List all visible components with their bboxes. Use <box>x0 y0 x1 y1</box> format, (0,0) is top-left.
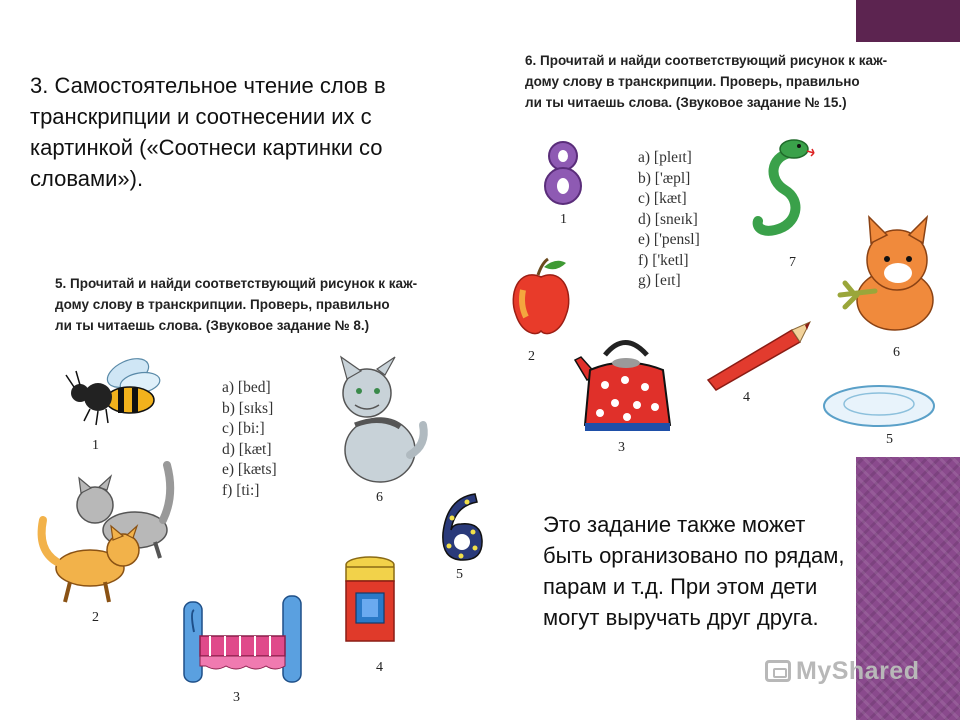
transcription-item: a) [pleɪt] <box>638 149 692 166</box>
main-text-line: картинкой («Соотнеси картинки со <box>30 135 383 160</box>
exercise6-header-line: дому слову в транскрипции. Проверь, правильно <box>525 74 860 89</box>
transcription-item: c) [kæt] <box>638 190 687 207</box>
bed-picture <box>180 592 305 684</box>
main-text-line: словами»). <box>30 166 144 191</box>
number-eight-picture <box>538 138 588 208</box>
note-text-line: быть организовано по рядам, <box>543 543 845 568</box>
cat-picture <box>835 215 945 335</box>
exercise5-header-line: ли ты читаешь слова. (Звуковое задание № 8.) <box>55 318 370 333</box>
picture-number: 3 <box>618 440 625 455</box>
number-six-picture <box>437 488 485 563</box>
picture-number: 5 <box>886 432 893 447</box>
transcription-item: e) [kæts] <box>222 461 277 478</box>
transcription-item: b) [sɪks] <box>222 399 274 417</box>
pencil-picture <box>700 318 815 388</box>
note-text <box>543 509 923 633</box>
picture-number: 4 <box>743 390 750 405</box>
bee-picture <box>60 355 170 430</box>
transcription-item: g) [eɪt] <box>638 272 681 289</box>
watermark-text: MyShared <box>796 657 920 685</box>
watermark <box>765 657 919 686</box>
exercise5-header-line: дому слову в транскрипции. Проверь, правильно <box>55 297 390 312</box>
exercise6-header-line: ли ты читаешь слова. (Звуковое задание № 15.) <box>525 95 847 110</box>
snake-picture <box>750 135 815 245</box>
cat-sitting-picture <box>325 355 430 485</box>
cats-picture <box>35 460 180 605</box>
picture-number: 2 <box>92 610 99 625</box>
picture-number: 5 <box>456 567 463 582</box>
main-text <box>30 70 490 194</box>
main-text-line: 3. Самостоятельное чтение слов в <box>30 73 386 98</box>
transcription-item: f) ['ketl] <box>638 251 689 269</box>
note-text-line: Это задание также может <box>543 512 806 537</box>
transcription-item: f) [ti:] <box>222 481 260 499</box>
exercise6-transcriptions <box>638 148 700 292</box>
main-text-line: транскрипции и соотнесении их с <box>30 104 372 129</box>
picture-number: 1 <box>560 212 567 227</box>
picture-number: 3 <box>233 690 240 705</box>
transcription-item: e) ['pensl] <box>638 231 700 248</box>
picture-number: 6 <box>376 490 383 505</box>
exercise5-header-line: 5. Прочитай и найди соответствующий рисунок к каж- <box>55 276 418 291</box>
transcription-item: a) [bed] <box>222 379 271 396</box>
kettle-picture <box>575 325 680 435</box>
note-text-line: парам и т.д. При этом дети <box>543 574 818 599</box>
note-text-line: могут выручать друг друга. <box>543 605 819 630</box>
picture-number: 4 <box>376 660 383 675</box>
picture-number: 7 <box>789 255 796 270</box>
watermark-logo-icon <box>765 660 791 682</box>
tea-box-picture <box>340 555 400 645</box>
transcription-item: c) [bi:] <box>222 420 265 437</box>
decorative-top-bar <box>856 0 960 42</box>
transcription-item: d) [kæt] <box>222 440 272 458</box>
exercise5-transcriptions <box>222 378 277 501</box>
picture-number: 1 <box>92 438 99 453</box>
transcription-item: d) [sneɪk] <box>638 210 698 228</box>
exercise5-header <box>55 273 500 336</box>
plate-picture <box>822 384 937 429</box>
exercise6-header-line: 6. Прочитай и найди соответствующий рисунок к каж- <box>525 53 888 68</box>
transcription-item: b) ['æpl] <box>638 169 691 187</box>
picture-number: 2 <box>528 349 535 364</box>
apple-picture <box>508 255 574 340</box>
exercise6-header <box>525 50 960 113</box>
picture-number: 6 <box>893 345 900 360</box>
